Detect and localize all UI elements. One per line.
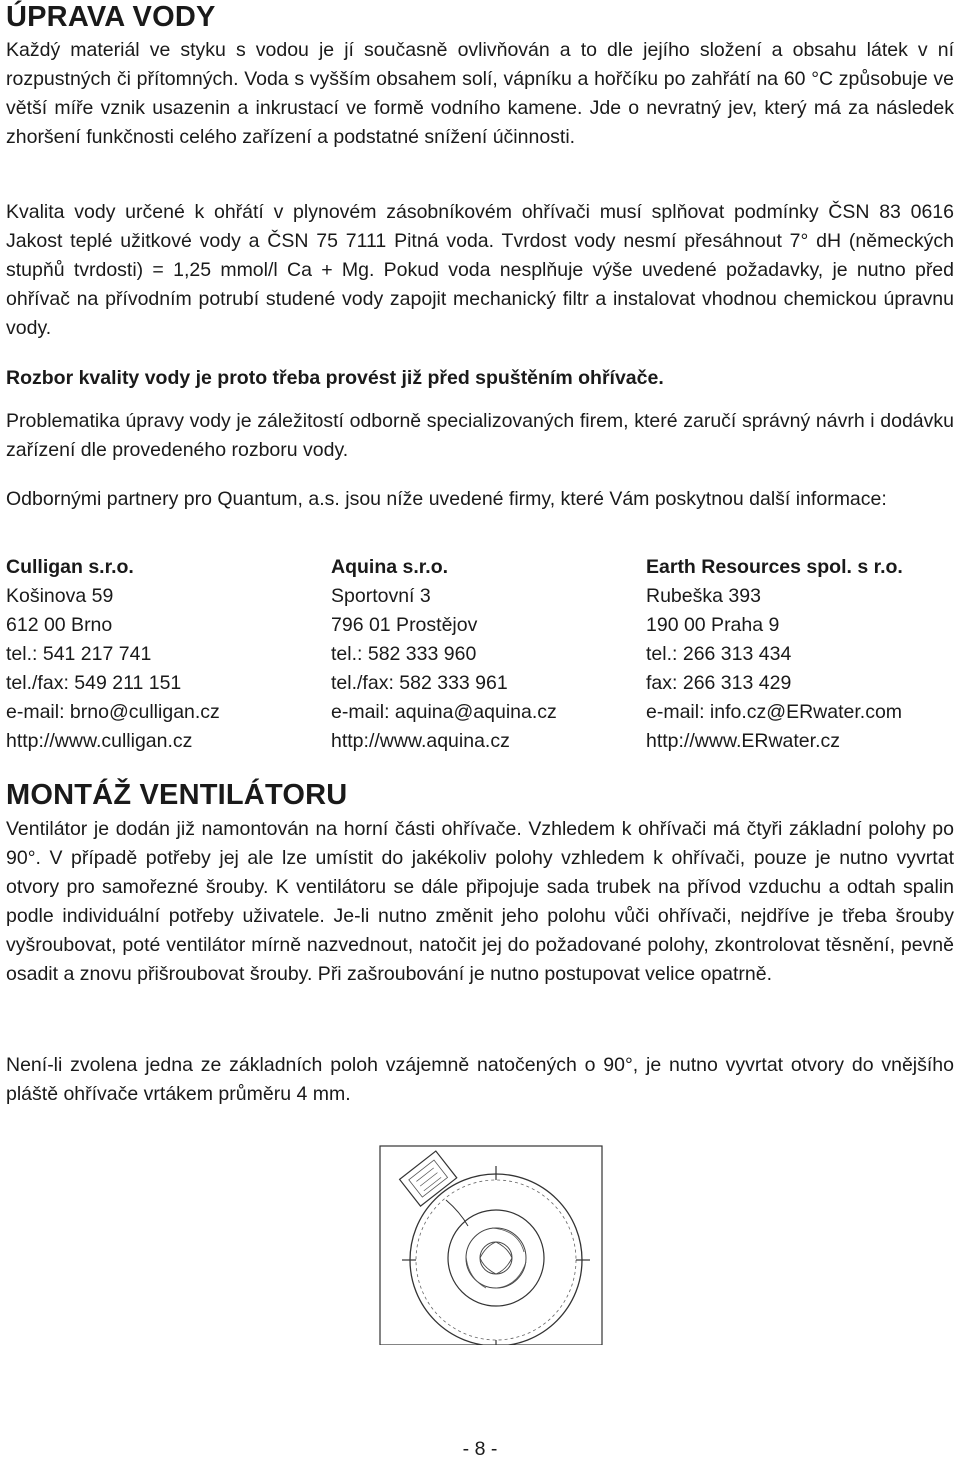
contact-earth-resources <box>646 553 903 756</box>
fan-top-view-drawing <box>368 1140 608 1345</box>
contact-city: 612 00 Brno <box>6 614 113 636</box>
fan-hub <box>480 1242 512 1274</box>
paragraph-fan-drilling: Není-li zvolena jedna ze základních poloh vzájemně natočených o 90°, je nutno vyvrtat otvory do vnějšího pláště ohřívače vrtákem průměru 4 mm. <box>6 1054 954 1105</box>
page-number: - 8 - <box>462 1438 498 1460</box>
heater-top-ring <box>410 1174 582 1345</box>
contact-aquina <box>331 553 557 756</box>
paragraph-partners: Odbornými partnery pro Quantum, a.s. jsou níže uvedené firmy, které Vám poskytnou další informace: <box>6 488 887 510</box>
fan-housing <box>448 1210 544 1306</box>
contact-email: e-mail: aquina@aquina.cz <box>331 701 557 723</box>
contact-web: http://www.ERwater.cz <box>646 730 840 752</box>
contact-city: 796 01 Prostějov <box>331 614 478 636</box>
contact-web: http://www.culligan.cz <box>6 730 193 752</box>
contact-web: http://www.aquina.cz <box>331 730 510 752</box>
contact-fax: tel./fax: 582 333 961 <box>331 672 508 694</box>
contact-street: Sportovní 3 <box>331 585 431 607</box>
electrical-box <box>400 1151 457 1206</box>
paragraph-water-intro: Každý materiál ve styku s vodou je jí současně ovlivňován a to dle jejího složení a obsahu látek v ní rozpustných či přítomných. Voda s vyšším obsahem solí, vápníku a hořčíku po zahřátí na 60 °C způsobuje ve větší míře vznik usazenin a inkrustací ve formě vodního kamene. Jde o nevratný jev, který má za následek zhoršení funkčnosti celého zařízení a podstatné snížení účinnosti. <box>6 39 954 148</box>
contact-email: e-mail: info.cz@ERwater.com <box>646 701 903 723</box>
section-title-water-treatment: ÚPRAVA VODY <box>6 1 216 33</box>
paragraph-fan-mounting: Ventilátor je dodán již namontován na horní části ohřívače. Vzhledem k ohřívači má čtyři základní polohy po 90°. V případě potřeby jej ale lze umístit do jakékoliv polohy vzhledem k ohřívači, pouze je nutno vyvrtat otvory pro samořezné šrouby. K ventilátoru se dále připojuje sada trubek na přívod vzduchu a odtah spalin podle individuální potřeby uživatele. Je-li nutno změnit jeho polohu vůči ohřívači, nejdříve je třeba šrouby vyšroubovat, poté ventilátor mírně nazvednout, natočit jej do požadované polohy, zkontrolovat těsnění, pevně osadit a znovu přišroubovat šrouby. Při zašroubování je nutno postupovat velice opatrně. <box>6 818 954 985</box>
contact-city: 190 00 Praha 9 <box>646 614 780 636</box>
contact-name: Earth Resources spol. s r.o. <box>646 556 903 578</box>
contact-tel: tel.: 582 333 960 <box>331 643 477 665</box>
contact-culligan <box>6 553 220 756</box>
contact-tel: tel.: 266 313 434 <box>646 643 792 665</box>
contact-name: Culligan s.r.o. <box>6 556 134 578</box>
paragraph-water-quality: Kvalita vody určené k ohřátí v plynovém zásobníkovém ohřívači musí splňovat podmínky ČSN 83 0616 Jakost teplé užitkové vody a ČSN 75 7111 Pitná voda. Tvrdost vody nesmí přesáhnout 7° dH (německých stupňů tvrdosti) = 1,25 mmol/l Ca + Mg. Pokud voda nesplňuje výše uvedené požadavky, je nutno před ohřívač na přívodním potrubí studené vody zapojit mechanický filtr a instalovat vhodnou chemickou úpravnu vody. <box>6 201 954 339</box>
paragraph-treatment-companies: Problematika úpravy vody je záležitostí odborně specializovaných firem, které zaručí správný návrh i dodávku zařízení dle provedeného rozboru vody. <box>6 410 954 461</box>
contact-name: Aquina s.r.o. <box>331 556 449 578</box>
contact-tel: tel.: 541 217 741 <box>6 643 152 665</box>
section-title-fan-mounting: MONTÁŽ VENTILÁTORU <box>6 779 348 811</box>
contact-street: Rubeška 393 <box>646 585 761 607</box>
contact-street: Košinova 59 <box>6 585 114 607</box>
contact-email: e-mail: brno@culligan.cz <box>6 701 220 723</box>
paragraph-analysis-note: Rozbor kvality vody je proto třeba provést již před spuštěním ohřívače. <box>6 367 664 389</box>
contact-fax: tel./fax: 549 211 151 <box>6 672 182 694</box>
heater-inner-ring <box>416 1180 576 1340</box>
contact-fax: fax: 266 313 429 <box>646 672 792 694</box>
